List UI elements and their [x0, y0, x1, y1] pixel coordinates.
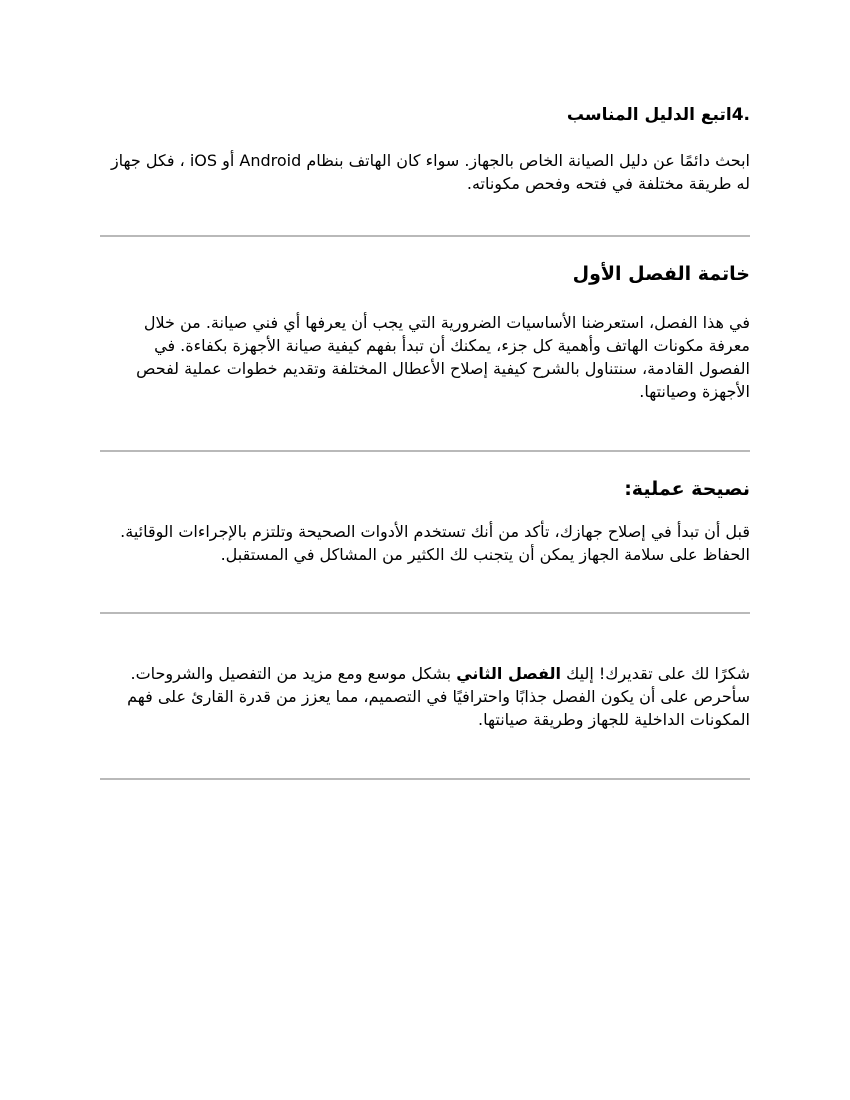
- divider: [100, 612, 750, 614]
- section-paragraph: في هذا الفصل، استعرضنا الأساسيات الضرورية التي يجب أن يعرفها أي فني صيانة. من خلال معرفة مكونات الهاتف وأهمية كل جزء، يمكنك أن تبدأ بفهم كيفية صيانة الأجهزة بكفاءة. في الفصول القادمة، سنتناول بالشرح كيفية إصلاح الأعطال المختلفة وتقديم خطوات عملية لفحص الأجهزة وصيانتها.: [136, 313, 750, 401]
- section-heading: .4اتبع الدليل المناسب: [566, 105, 750, 125]
- section-paragraph: قبل أن تبدأ في إصلاح جهازك، تأكد من أنك تستخدم الأدوات الصحيحة وتلتزم بالإجراءات الوقائية. الحفاظ على سلامة الجهاز يمكن أن يتجنب لك الكثير من المشاكل في المستقبل.: [120, 522, 750, 564]
- section-heading: نصيحة عملية:: [624, 478, 750, 500]
- closing-paragraph: [100, 662, 750, 731]
- section-paragraph: ابحث دائمًا عن دليل الصيانة الخاص بالجهاز. سواء كان الهاتف بنظام Android أو iOS ، فكل جهاز له طريقة مختلفة في فتحه وفحص مكوناته.: [110, 151, 750, 193]
- divider: [100, 450, 750, 452]
- section-follow-guide: [100, 103, 750, 127]
- section-practical-tip-body: [100, 520, 750, 566]
- closing-text-start: شكرًا لك على تقديرك! إليك: [561, 664, 750, 683]
- section-closing-note: [100, 662, 750, 731]
- section-chapter-conclusion: [100, 262, 750, 286]
- closing-text-end: بشكل موسع ومع مزيد من التفصيل والشروحات. سأحرص على أن يكون الفصل جذابًا واحترافيًا في التصميم، مما يعزز من قدرة القارئ على فهم المكونات الداخلية للجهاز وطريقة صيانتها.: [127, 664, 750, 729]
- section-practical-tip: [100, 477, 750, 501]
- section-follow-guide-body: [100, 149, 750, 195]
- closing-text-bold: الفصل الثاني: [456, 664, 562, 683]
- section-chapter-conclusion-body: [100, 311, 750, 403]
- divider: [100, 235, 750, 237]
- divider: [100, 778, 750, 780]
- section-heading: خاتمة الفصل الأول: [572, 263, 750, 285]
